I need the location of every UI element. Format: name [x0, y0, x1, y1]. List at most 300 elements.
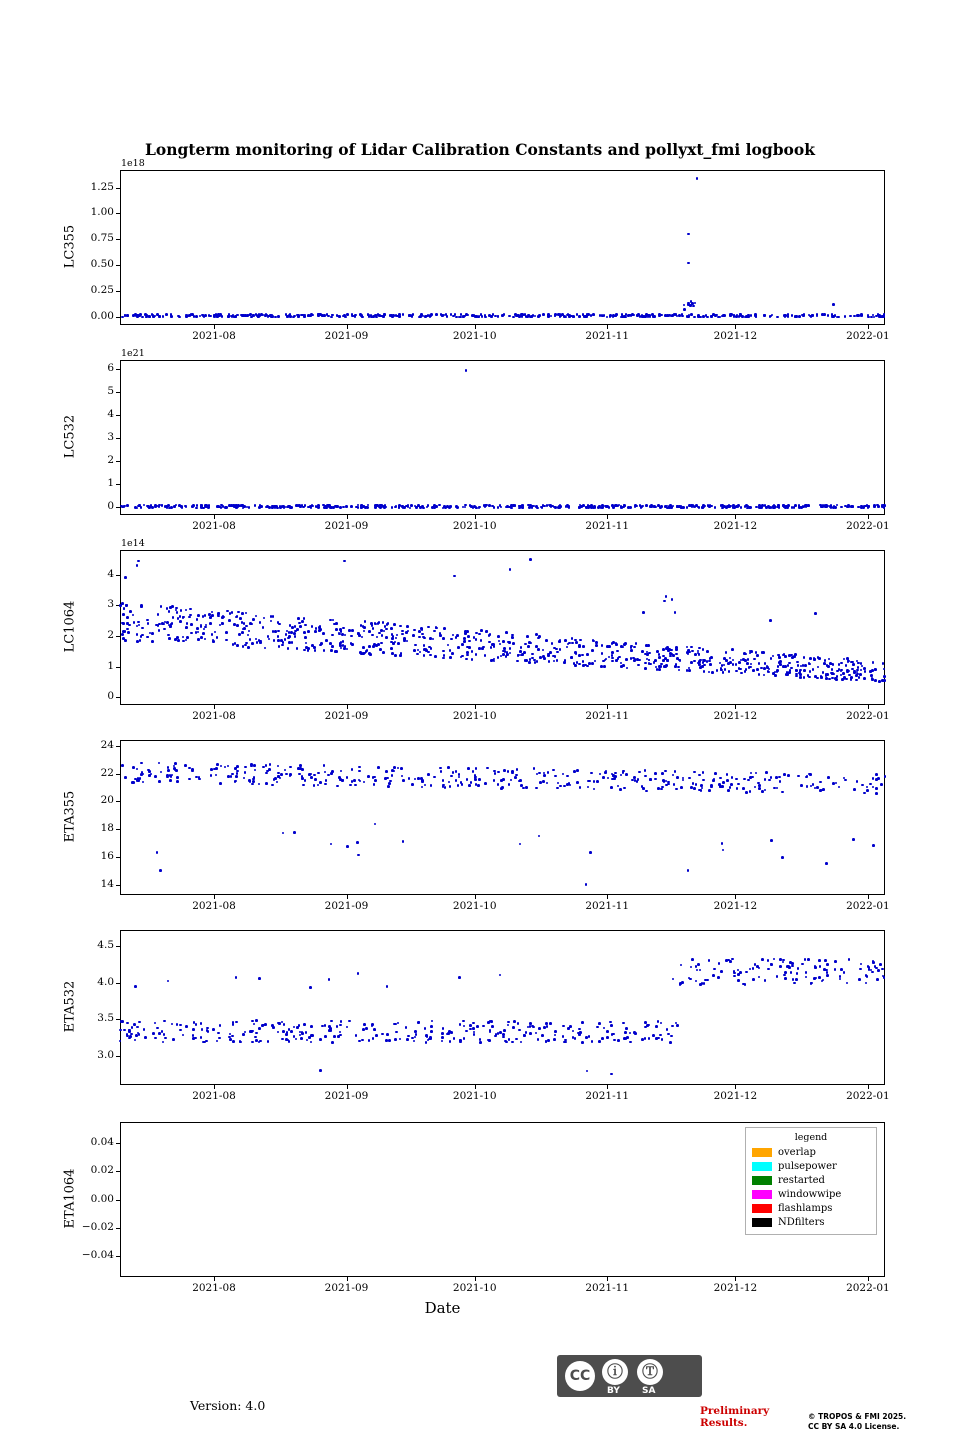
data-point	[554, 655, 557, 658]
data-point	[212, 1028, 215, 1031]
data-point	[374, 779, 377, 782]
data-point	[737, 504, 740, 507]
data-point	[576, 769, 579, 772]
data-point	[169, 779, 172, 782]
data-point	[355, 1034, 358, 1037]
data-point	[690, 313, 693, 316]
data-point	[808, 676, 811, 679]
data-point	[147, 505, 150, 508]
data-point	[702, 661, 705, 664]
data-point	[814, 966, 817, 969]
data-point	[393, 623, 396, 626]
data-point	[812, 783, 815, 786]
data-point	[610, 786, 613, 789]
data-point	[484, 316, 487, 319]
data-point	[574, 651, 577, 654]
data-point	[174, 762, 177, 765]
page-title: Longterm monitoring of Lidar Calibration Constants and pollyxt_fmi logbook	[145, 140, 815, 159]
data-point	[243, 505, 246, 508]
data-point	[371, 634, 374, 637]
data-point	[450, 638, 453, 641]
data-point	[679, 982, 682, 985]
x-tick-label: 2022-01	[846, 520, 890, 532]
data-point	[808, 663, 811, 666]
y-tick-mark	[116, 369, 120, 370]
data-point	[831, 313, 834, 316]
data-point	[285, 313, 288, 316]
y-tick-mark	[116, 746, 120, 747]
data-point	[429, 637, 432, 640]
data-point	[794, 504, 797, 507]
y-tick-mark	[116, 1200, 120, 1201]
data-point	[872, 777, 875, 780]
data-point	[545, 639, 548, 642]
data-point	[507, 1021, 510, 1024]
data-point	[675, 648, 678, 651]
data-point	[777, 665, 780, 668]
data-point	[271, 506, 274, 509]
data-point	[480, 629, 483, 632]
x-tick-mark	[735, 895, 736, 899]
data-point	[613, 777, 616, 780]
data-point	[633, 776, 636, 779]
data-point	[151, 632, 154, 635]
data-point	[784, 665, 787, 668]
data-point	[568, 314, 571, 317]
data-point	[788, 662, 791, 665]
data-point	[414, 1030, 417, 1033]
data-point	[528, 661, 531, 664]
data-point	[123, 607, 126, 610]
data-point	[638, 771, 641, 774]
data-point	[787, 774, 790, 777]
data-point	[417, 777, 420, 780]
data-point	[152, 1032, 155, 1035]
data-point	[122, 622, 125, 625]
y-tick-mark	[116, 697, 120, 698]
data-point	[622, 771, 625, 774]
legend-swatch-NDfilters	[752, 1218, 772, 1227]
data-point	[354, 315, 357, 318]
x-tick-label: 2022-01	[846, 1090, 890, 1102]
data-point	[576, 781, 579, 784]
data-point	[271, 1024, 274, 1027]
data-point	[216, 315, 219, 318]
data-point	[219, 1024, 222, 1027]
data-point	[256, 641, 259, 644]
data-point	[181, 506, 184, 509]
data-point	[570, 656, 573, 659]
data-point	[746, 662, 749, 665]
data-point	[642, 315, 645, 318]
data-point	[698, 653, 701, 656]
y-tick-label: 22	[100, 766, 114, 779]
data-point	[121, 764, 124, 767]
data-point	[731, 776, 734, 779]
data-point	[461, 643, 464, 646]
data-point	[832, 303, 835, 306]
data-point	[866, 789, 869, 792]
by-label: BY	[607, 1386, 620, 1396]
data-point	[525, 786, 528, 789]
data-point	[669, 652, 672, 655]
data-point	[720, 504, 723, 507]
data-point	[571, 637, 574, 640]
data-point	[169, 606, 172, 609]
data-point	[136, 316, 139, 319]
x-tick-mark	[735, 705, 736, 709]
data-point	[466, 630, 469, 633]
y-tick-mark	[116, 461, 120, 462]
data-point	[758, 673, 761, 676]
data-point	[297, 617, 300, 620]
y-tick-label: 6	[107, 362, 114, 375]
data-point	[236, 772, 239, 775]
y-axis-label-lc1064: LC1064	[62, 600, 78, 652]
data-point	[421, 780, 424, 783]
y-tick-label: 2	[107, 454, 114, 467]
data-point	[154, 775, 157, 778]
data-point	[690, 786, 693, 789]
data-point	[572, 315, 575, 318]
data-point	[402, 506, 405, 509]
data-point	[588, 662, 591, 665]
y-axis-exponent: 1e14	[121, 538, 145, 549]
data-point	[132, 781, 135, 784]
data-point	[601, 644, 604, 647]
data-point	[526, 635, 529, 638]
data-point	[745, 668, 748, 671]
data-point	[761, 504, 764, 507]
data-point	[126, 314, 129, 317]
data-point	[581, 1041, 584, 1044]
x-tick-mark	[214, 895, 215, 899]
data-point	[786, 506, 789, 509]
data-point	[776, 975, 779, 978]
data-point	[297, 767, 300, 770]
sa-icon: Ⓣ	[637, 1359, 663, 1385]
x-tick-label: 2021-08	[192, 520, 236, 532]
data-point	[289, 313, 292, 316]
data-point	[825, 673, 828, 676]
data-point	[803, 669, 806, 672]
data-point	[680, 786, 683, 789]
legend-swatch-windowwipe	[752, 1190, 772, 1199]
x-tick-mark	[607, 895, 608, 899]
data-point	[683, 308, 686, 311]
data-point	[763, 667, 766, 670]
data-point	[674, 770, 677, 773]
data-point	[840, 669, 843, 672]
data-point	[442, 650, 445, 653]
data-point	[358, 770, 361, 773]
data-point	[261, 1024, 264, 1027]
x-tick-mark	[347, 705, 348, 709]
data-point	[225, 506, 228, 509]
data-point	[200, 1036, 203, 1039]
data-point	[156, 313, 159, 316]
data-point	[721, 785, 724, 788]
data-point	[654, 659, 657, 662]
data-point	[241, 612, 244, 615]
data-point	[642, 611, 645, 614]
data-point	[556, 651, 559, 654]
data-point	[176, 780, 179, 783]
data-point	[752, 978, 755, 981]
data-point	[315, 505, 318, 508]
data-point	[659, 1034, 662, 1037]
x-tick-mark	[475, 1277, 476, 1281]
data-point	[615, 504, 618, 507]
data-point	[774, 674, 777, 677]
data-point	[253, 764, 256, 767]
data-point	[822, 788, 825, 791]
data-point	[637, 778, 640, 781]
legend-label: flashlamps	[778, 1202, 833, 1214]
data-point	[173, 767, 176, 770]
data-point	[469, 1024, 472, 1027]
data-point	[528, 506, 531, 509]
data-point	[853, 670, 856, 673]
y-tick-mark	[116, 1171, 120, 1172]
data-point	[334, 505, 337, 508]
data-point	[442, 779, 445, 782]
data-point	[809, 670, 812, 673]
data-point	[123, 1029, 126, 1032]
data-point	[624, 1031, 627, 1034]
data-point	[606, 1030, 609, 1033]
data-point	[174, 638, 177, 641]
data-point	[264, 315, 267, 318]
data-point	[578, 315, 581, 318]
data-point	[497, 656, 500, 659]
data-point	[804, 664, 807, 667]
data-point	[320, 314, 323, 317]
data-point	[587, 780, 590, 783]
data-point	[249, 638, 252, 641]
data-point	[421, 628, 424, 631]
data-point	[124, 576, 127, 579]
x-tick-mark	[347, 1085, 348, 1089]
data-point	[652, 1034, 655, 1037]
x-tick-label: 2022-01	[846, 900, 890, 912]
data-point	[364, 620, 367, 623]
data-point	[449, 656, 452, 659]
data-point	[492, 643, 495, 646]
data-point	[749, 776, 752, 779]
data-point	[236, 624, 239, 627]
legend-title: legend	[794, 1132, 828, 1143]
data-point	[529, 1032, 532, 1035]
data-point	[165, 313, 168, 316]
data-point	[337, 1035, 340, 1038]
data-point	[779, 660, 782, 663]
data-point	[202, 632, 205, 635]
data-point	[466, 651, 469, 654]
data-point	[310, 313, 313, 316]
data-point	[441, 1036, 444, 1039]
cc-license-badge	[557, 1355, 702, 1397]
data-point	[254, 504, 257, 507]
x-tick-label: 2021-12	[713, 1282, 758, 1294]
data-point	[452, 771, 455, 774]
data-point	[227, 315, 230, 318]
data-point	[873, 504, 876, 507]
data-point	[797, 664, 800, 667]
data-point	[612, 1033, 615, 1036]
data-point	[397, 642, 400, 645]
data-point	[802, 664, 805, 667]
data-point	[408, 314, 411, 317]
data-point	[390, 627, 393, 630]
data-point	[335, 628, 338, 631]
data-point	[167, 634, 170, 637]
data-point	[259, 1040, 262, 1043]
data-point	[366, 506, 369, 509]
data-point	[151, 640, 154, 643]
data-point	[604, 771, 607, 774]
data-point	[357, 972, 360, 975]
data-point	[813, 657, 816, 660]
data-point	[800, 784, 803, 787]
data-point	[158, 505, 161, 508]
x-tick-label: 2021-12	[713, 900, 758, 912]
data-point	[721, 842, 724, 845]
legend-swatch-overlap	[752, 1148, 772, 1157]
data-point	[772, 672, 775, 675]
data-point	[539, 656, 542, 659]
data-point	[601, 315, 604, 318]
data-point	[385, 628, 388, 631]
data-point	[535, 505, 538, 508]
y-axis-label-lc532: LC532	[62, 414, 78, 458]
data-point	[285, 773, 288, 776]
data-point	[400, 767, 403, 770]
data-point	[184, 764, 187, 767]
data-point	[249, 622, 252, 625]
data-point	[658, 668, 661, 671]
data-point	[136, 633, 139, 636]
y-tick-label: 0.02	[90, 1164, 114, 1177]
y-axis-exponent: 1e18	[121, 158, 145, 169]
data-point	[756, 654, 759, 657]
data-point	[634, 1032, 637, 1035]
data-point	[625, 773, 628, 776]
data-point	[674, 665, 677, 668]
data-point	[351, 629, 354, 632]
data-point	[494, 772, 497, 775]
data-point	[411, 783, 414, 786]
data-point	[283, 1023, 286, 1026]
data-point	[361, 1039, 364, 1042]
x-tick-label: 2021-11	[585, 520, 630, 532]
data-point	[310, 1025, 313, 1028]
data-point	[818, 976, 821, 979]
data-point	[591, 649, 594, 652]
data-point	[831, 668, 834, 671]
data-point	[506, 505, 509, 508]
x-tick-label: 2022-01	[846, 330, 890, 342]
data-point	[488, 641, 491, 644]
data-point	[667, 659, 670, 662]
legend-item	[752, 1145, 870, 1159]
y-tick-label: 2	[107, 628, 114, 641]
x-tick-label: 2021-09	[324, 1282, 369, 1294]
x-tick-label: 2021-11	[585, 1282, 630, 1294]
data-point	[447, 766, 450, 769]
data-point	[486, 767, 489, 770]
data-point	[314, 630, 317, 633]
legend-label: windowwipe	[778, 1188, 842, 1200]
data-point	[755, 651, 758, 654]
data-point	[646, 1024, 649, 1027]
data-point	[190, 632, 193, 635]
data-point	[518, 780, 521, 783]
data-point	[744, 983, 747, 986]
data-point	[232, 1040, 235, 1043]
data-point	[866, 975, 869, 978]
data-point	[394, 654, 397, 657]
data-point	[777, 654, 780, 657]
data-point	[653, 505, 656, 508]
data-point	[298, 622, 301, 625]
data-point	[311, 644, 314, 647]
data-point	[856, 780, 859, 783]
data-point	[467, 767, 470, 770]
data-point	[816, 786, 819, 789]
y-tick-mark	[116, 265, 120, 266]
data-point	[871, 971, 874, 974]
data-point	[827, 776, 830, 779]
data-point	[625, 658, 628, 661]
data-point	[872, 844, 875, 847]
data-point	[301, 775, 304, 778]
data-point	[717, 316, 720, 319]
data-point	[406, 625, 409, 628]
data-point	[319, 1069, 322, 1072]
y-tick-mark	[116, 801, 120, 802]
data-point	[442, 637, 445, 640]
data-point	[844, 779, 847, 782]
data-point	[303, 631, 306, 634]
data-point	[513, 1020, 516, 1023]
data-point	[708, 660, 711, 663]
y-tick-mark	[116, 636, 120, 637]
data-point	[455, 316, 458, 319]
data-point	[795, 675, 798, 678]
data-point	[781, 856, 784, 859]
y-tick-label: 14	[100, 878, 114, 891]
data-point	[367, 775, 370, 778]
data-point	[630, 649, 633, 652]
legend-item	[752, 1173, 870, 1187]
data-point	[290, 1030, 293, 1033]
data-point	[129, 610, 132, 613]
version-label: Version: 4.0	[190, 1398, 266, 1413]
data-point	[488, 504, 491, 507]
data-point	[251, 1041, 254, 1044]
data-point	[251, 642, 254, 645]
data-point	[559, 648, 562, 651]
data-point	[589, 851, 592, 854]
data-point	[502, 778, 505, 781]
y-tick-mark	[116, 239, 120, 240]
data-point	[491, 1025, 494, 1028]
data-point	[451, 652, 454, 655]
data-point	[372, 645, 375, 648]
data-point	[784, 977, 787, 980]
data-point	[791, 656, 794, 659]
